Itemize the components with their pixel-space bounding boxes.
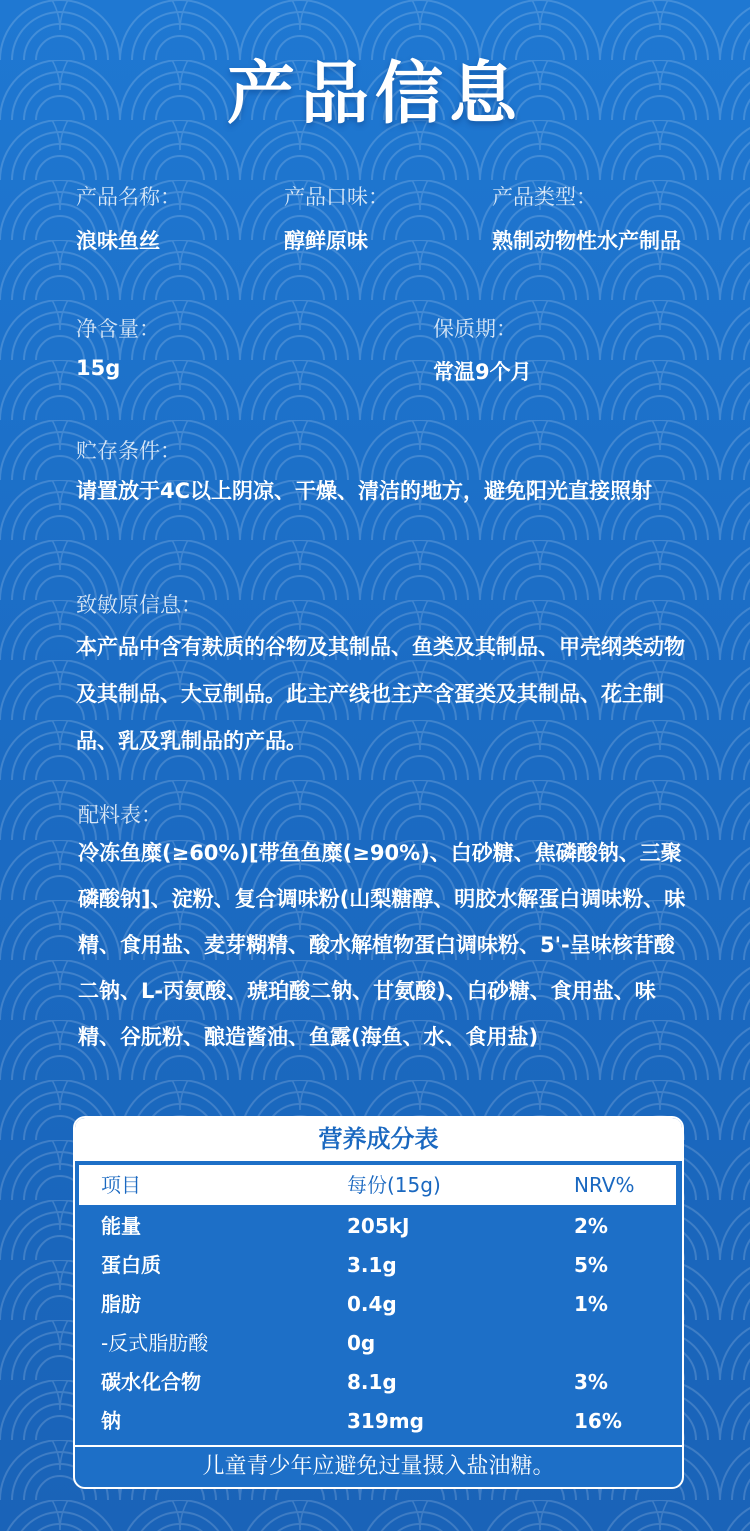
row-amount: 205kJ — [347, 1214, 410, 1238]
row-nrv: 1% — [574, 1292, 608, 1316]
ingredients-text: 冷冻鱼糜(≥60%)[带鱼鱼糜(≥90%)、白砂糖、焦磷酸钠、三聚磷酸钠]、淀粉、复合调味粉(山梨糖醇、明胶水解蛋白调味粉、味精、食用盐、麦芽糊精、酸水解植物蛋白调味粉、5'-呈味核苷酸二钠、L-丙氨酸、琥珀酸二钠、甘氨酸)、白砂糖、食用盐、味精、谷朊粉、酿造酱油、鱼露(海鱼、水、食用盐) — [78, 841, 686, 1049]
row-item: 脂肪 — [101, 1292, 141, 1316]
net-content-value: 15g — [76, 356, 121, 380]
storage-text: 请置放于4C以上阴凉、干燥、清洁的地方，避免阳光直接照射 — [76, 479, 653, 503]
row-amount: 0.4g — [347, 1292, 397, 1316]
row-amount: 8.1g — [347, 1370, 397, 1394]
allergen-label: 致敏原信息： — [76, 593, 202, 617]
row-nrv: 5% — [574, 1253, 608, 1277]
shelf-life-value: 常温9个月 — [433, 360, 532, 384]
table-row — [79, 1246, 676, 1285]
header-per-serving: 每份(15g) — [347, 1173, 441, 1197]
product-type-label: 产品类型： — [492, 185, 597, 209]
row-nrv: 16% — [574, 1409, 622, 1433]
shelf-life-label: 保质期： — [433, 317, 517, 341]
row-item: -反式脂肪酸 — [101, 1331, 209, 1355]
product-flavor-value: 醇鲜原味 — [284, 229, 368, 253]
table-row — [79, 1402, 676, 1441]
product-type-value: 熟制动物性水产制品 — [492, 229, 681, 253]
nutrition-table-title: 营养成分表 — [75, 1118, 682, 1161]
row-amount: 3.1g — [347, 1253, 397, 1277]
table-row — [79, 1207, 676, 1246]
row-nrv: 2% — [574, 1214, 608, 1238]
row-amount: 0g — [347, 1331, 376, 1355]
row-item: 钠 — [101, 1409, 121, 1433]
net-content-label: 净含量： — [76, 317, 160, 341]
header-item: 项目 — [101, 1173, 141, 1197]
header-nrv: NRV% — [574, 1173, 635, 1197]
row-item: 蛋白质 — [101, 1253, 161, 1277]
row-item: 碳水化合物 — [101, 1370, 201, 1394]
product-flavor-label: 产品口味： — [284, 185, 389, 209]
table-row — [79, 1324, 676, 1363]
nutrition-table — [73, 1116, 684, 1489]
row-item: 能量 — [101, 1214, 141, 1238]
ingredients-label: 配料表： — [78, 803, 162, 827]
page-title: 产品信息 — [226, 55, 523, 134]
row-amount: 319mg — [347, 1409, 424, 1433]
storage-label: 贮存条件： — [76, 439, 181, 463]
allergen-text: 本产品中含有麸质的谷物及其制品、鱼类及其制品、甲壳纲类动物及其制品、大豆制品。此主产线也主产含蛋类及其制品、花主制品、乳及乳制品的产品。 — [76, 635, 685, 753]
table-row — [79, 1363, 676, 1402]
product-name-label: 产品名称： — [76, 185, 181, 209]
product-name-value: 浪味鱼丝 — [76, 229, 160, 253]
table-row — [79, 1285, 676, 1324]
nutrition-table-footer: 儿童青少年应避免过量摄入盐油糖。 — [75, 1445, 682, 1487]
nutrition-table-header — [79, 1165, 676, 1205]
row-nrv: 3% — [574, 1370, 608, 1394]
